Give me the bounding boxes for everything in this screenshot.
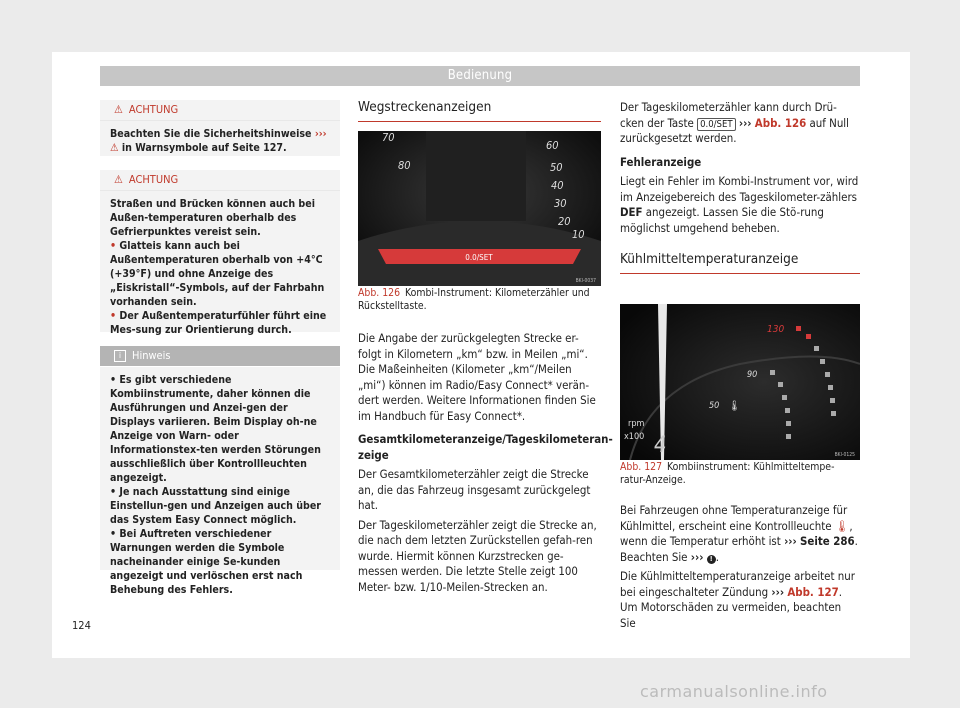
section-title: Wegstreckenanzeigen	[358, 100, 601, 122]
hinweis-box	[100, 346, 340, 596]
bullet-icon: •	[110, 310, 120, 322]
bullet-icon: •	[110, 240, 120, 252]
achtung-header: ⚠ ACHTUNG	[100, 100, 340, 121]
scale-label: 20	[558, 215, 571, 228]
right-text-bottom: Bei Fahrzeugen ohne Temperaturanzeige für Kühlmittel, erscheint eine Kontrollleuchte 🌡, wenn die Temperatur erhöht ist ››› Seite 286. Beachten Sie ››› ! . Die Kühlmitteltemperaturanzeige arbeitet nur bei eingeschalteter Zündung ››› Abb. 127. Um Motorschäden zu vermeiden, beachten Sie	[620, 503, 858, 630]
list-item: • Es gibt verschiedene Kombiinstrumente, daher können die Ausführungen und Anzei-gen der Displays variieren. Beim Display oh-ne Anzeige von Warn- oder Informationstex-ten werden Störungen ausschließlich über Kontrollleuchten angezeigt.	[110, 374, 321, 484]
page-number: 124	[72, 619, 91, 632]
figure-link[interactable]: Abb. 126	[754, 115, 807, 130]
achtung-box-2	[100, 170, 340, 336]
warning-icon: ⚠	[114, 173, 123, 186]
thermometer-icon: 🌡	[728, 401, 741, 412]
subheading: Fehleranzeige	[620, 154, 702, 169]
right-text-top: Der Tageskilometerzähler kann durch Drü-cken der Taste 0.0/SET ››› Abb. 126 auf Null zurückgesetzt werden. Fehleranzeige Liegt ein Fehler im Kombi-Instrument vor, wird im Anzeigebereich des Tageskilometer-zählers DEF angezeigt. Lassen Sie die Stö-rung möglichst umgehend beheben. Kühlmitteltemperaturanzeige	[620, 100, 860, 274]
list-item: • Glatteis kann auch bei Außentemperaturen oberhalb von +4°C (+39°F) und ohne Anzeige des „Eiskristall“-Symbols, auf der Fahrbahn vorhanden sein.	[110, 240, 325, 308]
figure-link[interactable]: Abb. 127	[787, 584, 839, 599]
list-item: • Bei Auftreten verschiedener Warnungen werden die Symbole nacheinander einige Se-kunden angezeigt und verlöschen erst nach Behebung des Fehlers.	[110, 528, 303, 596]
figure-caption: Abb. 126 Kombi-Instrument: Kilometerzähler und Rückstelltaste.	[358, 287, 590, 312]
achtung-header: ⚠ ACHTUNG	[100, 170, 340, 191]
watermark: carmanualsonline.info	[640, 682, 828, 701]
page-link[interactable]: Seite 286	[800, 534, 855, 548]
figure-code: BKI-0037	[575, 278, 596, 284]
scale-label: 50	[550, 161, 563, 174]
rpm-unit: x100	[624, 432, 645, 442]
odometer-illustration	[358, 131, 601, 286]
achtung-text: Beachten Sie die Sicherheitshinweise ››› ⚠ in Warnsymbole auf Seite 127.	[110, 128, 327, 154]
warning-circle-icon: !	[707, 555, 716, 564]
figure-127	[620, 304, 860, 460]
section-title: Kühlmitteltemperaturanzeige	[620, 252, 860, 274]
list-item: • Je nach Ausstattung sind einige Einstellun-gen und Anzeigen auch über das System Easy Connect möglich.	[110, 486, 321, 526]
rpm-label: rpm	[628, 419, 645, 429]
arrow-ref-icon: ›››	[314, 128, 327, 140]
bullet-icon: •	[110, 486, 120, 498]
temp-low-label: 50	[709, 401, 720, 411]
scale-label: 70	[382, 131, 395, 144]
temp-high-label: 130	[767, 324, 785, 335]
section-wegstrecken	[358, 100, 601, 122]
reset-key: 0.0/SET	[697, 118, 736, 131]
scale-label: 30	[554, 197, 567, 210]
scale-label: 10	[572, 228, 585, 241]
scale-label: 60	[546, 139, 559, 152]
reset-button-label: 0.0/SET	[465, 253, 493, 262]
figure-126	[358, 131, 601, 286]
rpm-digit: 4	[654, 433, 667, 458]
achtung-text: Straßen und Brücken können auch bei Außen-temperaturen oberhalb des Gefrierpunktes vereist sein. • Glatteis kann auch bei Außentemperaturen oberhalb von +4°C (+39°F) und ohne Anzeige des „Eiskristall“-Symbols, auf der Fahrbahn vorhanden sein. • Der Außentemperaturfühler führt eine Mes-sung zur Orientierung durch.	[100, 191, 340, 343]
hinweis-header: i Hinweis	[100, 346, 340, 367]
coolant-warning-icon: 🌡	[834, 518, 850, 533]
bullet-icon: •	[110, 374, 120, 386]
page-header: Bedienung	[100, 66, 860, 86]
figure-code: BKI-0125	[834, 452, 855, 458]
subheading: Gesamtkilometeranzeige/Tageskilometeran-zeige	[358, 432, 613, 462]
scale-label: 80	[398, 159, 411, 172]
middle-text: Die Angabe der zurückgelegten Strecke er-folgt in Kilometern „km“ bzw. in Meilen „mi“. Die Maßeinheiten (Kilometer „km“/Meilen „mi“) können im Radio/Easy Connect* verän-dert werden. Weitere Informationen finden Sie im Handbuch für Easy Connect*. Gesamtkilometeranzeige/Tageskilometeran-zeige Der Gesamtkilometerzähler zeigt die Strecke an, die das Fahrzeug insgesamt zurückgelegt hat. Der Tageskilometerzähler zeigt die Strecke an, die nach dem letzten Zurückstellen gefah-ren wurde. Hiermit können Kurzstrecken ge-messen werden. Die letzte Stelle zeigt 100 Meter- bzw. 1/10-Meilen-Strecken an.	[358, 331, 613, 594]
warning-icon: ⚠	[114, 103, 123, 116]
warning-icon: ⚠	[110, 142, 119, 154]
temp-mid-label: 90	[747, 370, 758, 380]
coolant-gauge-illustration	[620, 304, 860, 460]
hinweis-text	[100, 367, 340, 603]
achtung-box-1	[100, 100, 340, 156]
scale-label: 40	[551, 179, 564, 192]
list-item: • Der Außentemperaturfühler führt eine Mes-sung zur Orientierung durch.	[110, 310, 327, 336]
info-icon: i	[114, 350, 126, 362]
figure-caption: Abb. 127 Kombiinstrument: Kühlmitteltempe-ratur-Anzeige.	[620, 461, 835, 486]
bullet-icon: •	[110, 528, 120, 540]
